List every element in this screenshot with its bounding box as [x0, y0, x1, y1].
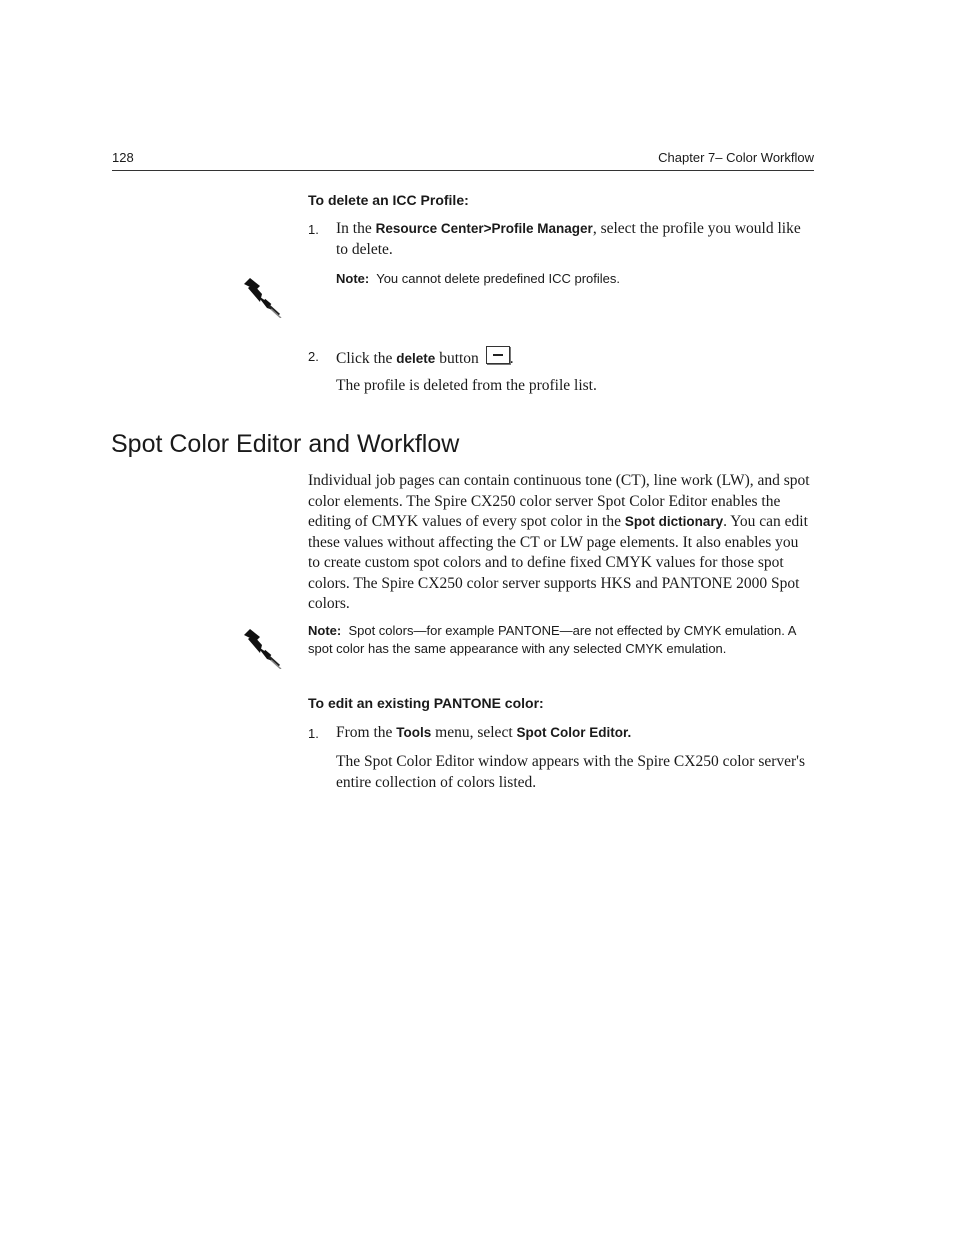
step-2-text: Click the delete button . [336, 346, 814, 370]
section-paragraph: Individual job pages can contain continuous tone (CT), line work (LW), and spot color elements. The Spire CX250 color server Spot Color Editor enables the editing of CMYK values of every spot color in the Spot dictionary. You can edit these values without affecting the CT or LW page elements. It also enables you to create custom spot colors and to define fixed CMYK values for those spot colors. The Spire CX250 color server supports HKS and PANTONE 2000 Spot colors. [308, 472, 810, 612]
ui-ref-spot-dictionary: Spot dictionary [624, 514, 724, 529]
note-spot-colors: Note: Spot colors—for example PANTONE—are not effected by CMYK emulation. A spot color has the same appearance with any selected CMYK emulation. [308, 623, 796, 656]
step-number-2: 2. [308, 349, 319, 364]
page-number: 128 [112, 150, 134, 165]
step-1-text: In the Resource Center>Profile Manager, select the profile you would like to delete. [336, 220, 801, 258]
ui-ref-delete: delete [396, 351, 436, 366]
ui-ref-profile-manager: Resource Center>Profile Manager [375, 221, 593, 236]
step-number-1: 1. [308, 726, 319, 741]
procedure-heading-delete-profile: To delete an ICC Profile: [308, 192, 469, 208]
procedure-heading-edit-pantone: To edit an existing PANTONE color: [308, 695, 544, 711]
ui-ref-tools: Tools [396, 725, 432, 740]
edit-step-1-result: The Spot Color Editor window appears with the Spire CX250 color server's entire collection of colors listed. [336, 753, 806, 791]
step-2-result: The profile is deleted from the profile list. [336, 377, 597, 394]
header-divider [112, 170, 814, 171]
section-title: Spot Color Editor and Workflow [111, 430, 460, 458]
running-header-chapter: Chapter 7– Color Workflow [658, 150, 814, 165]
edit-step-1-text: From the Tools menu, select Spot Color Editor. [336, 724, 632, 741]
minus-icon [486, 346, 510, 364]
note-delete-profile: Note: You cannot delete predefined ICC profiles. [336, 271, 621, 286]
pushpin-icon [240, 274, 284, 323]
ui-ref-spot-color-editor: Spot Color Editor. [516, 725, 632, 740]
pushpin-icon [240, 625, 284, 674]
step-number-1: 1. [308, 222, 319, 237]
